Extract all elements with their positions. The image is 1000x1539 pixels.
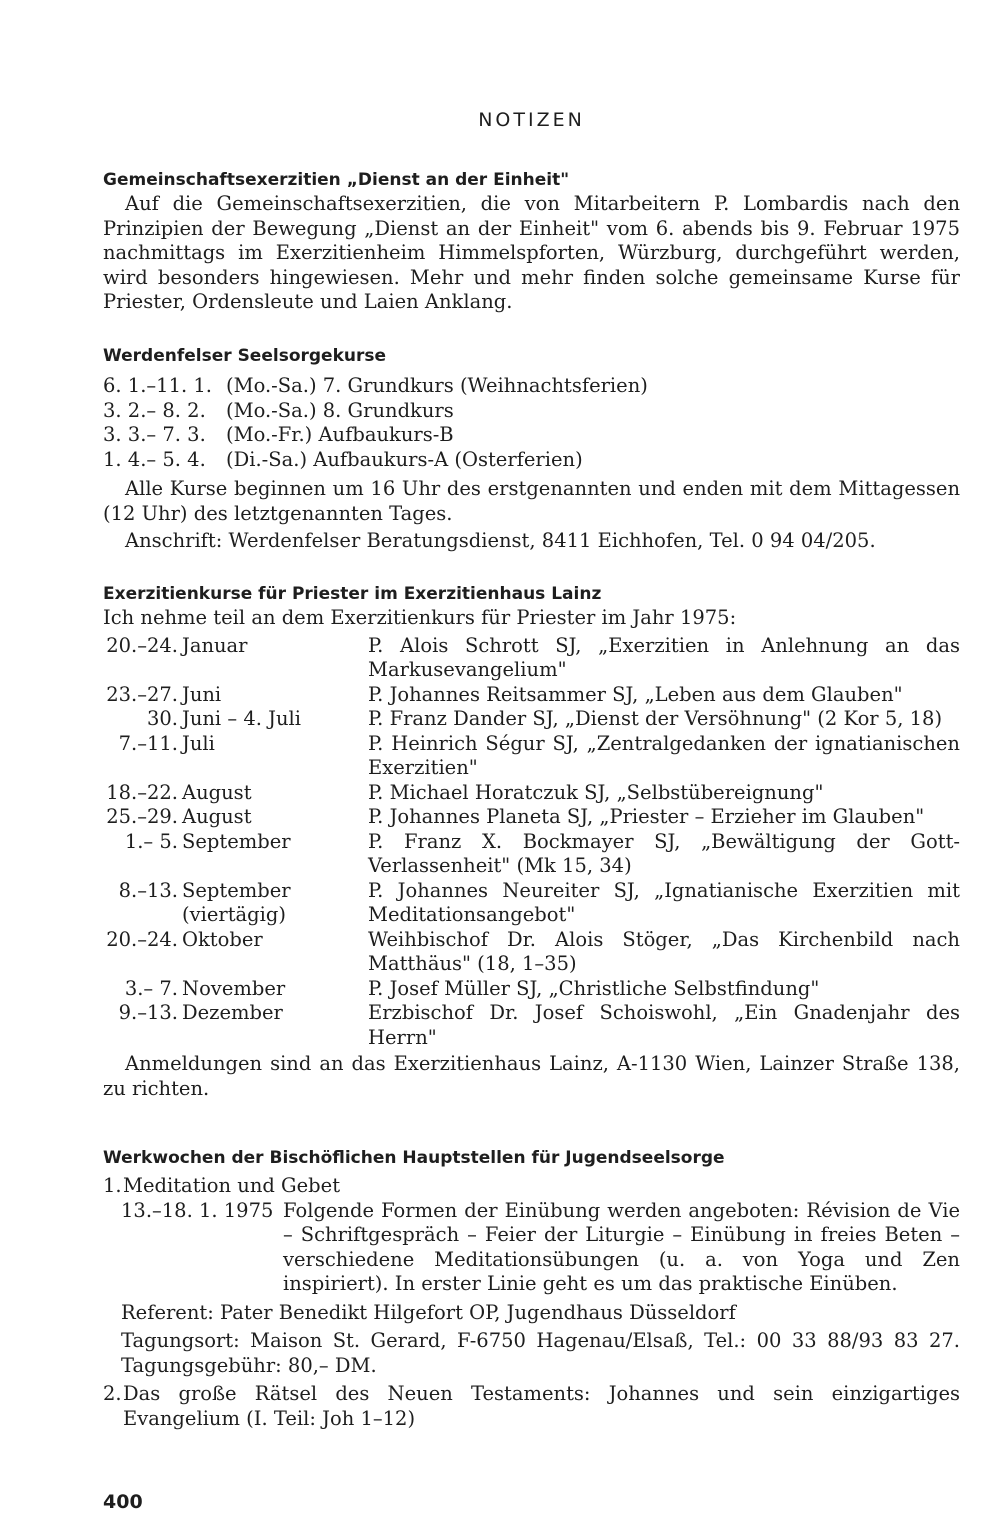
list-item: [103, 1174, 960, 1199]
course-text: (Di.-Sa.) Aufbaukurs-A (Osterferien): [226, 447, 583, 471]
list-item: [103, 928, 960, 977]
address: Anschrift: Werdenfelser Beratungsdienst, 8411 Eichhofen, Tel. 0 94 04/205.: [125, 529, 876, 552]
section-heading: Werdenfelser Seelsorgekurse: [103, 346, 387, 366]
item-title: Meditation und Gebet: [123, 1174, 341, 1197]
retreat-days: 23.–27.: [106, 682, 178, 706]
section-heading: Werkwochen der Bischöflichen Hauptstellen für Jugendseelsorge: [103, 1148, 725, 1168]
retreat-days: 18.–22.: [106, 780, 178, 804]
retreat-list: [103, 634, 960, 1051]
retreat-days: 20.–24.: [106, 633, 178, 657]
page-number: 400: [103, 1491, 143, 1513]
section-werdenfelser: [103, 344, 960, 554]
list-item: [103, 879, 960, 928]
retreat-days: 30.: [146, 707, 178, 730]
retreat-month: Oktober: [182, 927, 263, 951]
item-number: 1.: [103, 1174, 122, 1197]
list-item: [103, 1001, 960, 1050]
list-item: [103, 805, 960, 830]
retreat-text: P. Franz Dander SJ, „Dienst der Versöhnung" (2 Kor 5, 18): [368, 707, 943, 730]
list-item: [103, 423, 960, 448]
section-heading: Gemeinschaftsexerzitien „Dienst an der Einheit": [103, 170, 570, 190]
course-date: 1. 4.– 5. 4.: [103, 447, 206, 471]
list-item: [103, 683, 960, 708]
retreat-month: Juli: [182, 731, 215, 755]
paragraph: Anmeldungen sind an das Exerzitienhaus Lainz, A-1130 Wien, Lainzer Straße 138, zu richten.: [103, 1052, 960, 1100]
retreat-days: 3.– 7.: [124, 976, 178, 1000]
course-date: 6. 1.–11. 1.: [103, 374, 212, 397]
retreat-days: 20.–24.: [106, 927, 178, 951]
section-lainz: [103, 582, 960, 1101]
retreat-days: 9.–13.: [118, 1001, 178, 1024]
retreat-month: September: [182, 829, 291, 853]
retreat-month: September (viertägig): [182, 878, 291, 926]
retreat-text: P. Heinrich Ségur SJ, „Zentralgedanken der ignatianischen Exerzitien": [368, 731, 960, 779]
paragraph: Alle Kurse beginnen um 16 Uhr des erstgenannten und enden mit dem Mittagessen (12 Uhr) des letztgenannten Tages.: [103, 477, 960, 525]
event-text: Folgende Formen der Einübung werden angeboten: Révision de Vie – Schriftgespräch – Feier der Liturgie – Einübung in freies Beten – verschiedene Meditationsübungen (u. a. von Yoga und Zen inspiriert). In erster Linie geht es um das praktische Einüben.: [283, 1198, 960, 1295]
retreat-month: August: [182, 805, 252, 828]
retreat-days: 1.– 5.: [124, 829, 178, 853]
list-item: [103, 732, 960, 781]
list-item: [103, 399, 960, 424]
retreat-text: Erzbischof Dr. Josef Schoiswohl, „Ein Gnadenjahr des Herrn": [368, 1001, 960, 1049]
list-item: [103, 634, 960, 683]
retreat-month: August: [182, 780, 252, 804]
retreat-text: Weihbischof Dr. Alois Stöger, „Das Kirchenbild nach Matthäus" (18, 1–35): [368, 927, 960, 975]
event-detail: [121, 1199, 960, 1297]
retreat-text: P. Johannes Reitsammer SJ, „Leben aus dem Glauben": [368, 682, 903, 706]
list-item: [103, 830, 960, 879]
list-item: [103, 977, 960, 1002]
item-number: 2.: [103, 1382, 122, 1405]
course-date: 3. 3.– 7. 3.: [103, 423, 206, 446]
section-werkwochen: [103, 1146, 960, 1431]
course-text: (Mo.-Sa.) 7. Grundkurs (Weihnachtsferien): [226, 374, 648, 397]
retreat-text: P. Johannes Planeta SJ, „Priester – Erzieher im Glauben": [368, 805, 925, 828]
list-item: [103, 448, 960, 473]
paragraph: Auf die Gemeinschaftsexerzitien, die von Mitarbeitern P. Lombardis nach den Prinzipien der Bewegung „Dienst an der Einheit" vom 6. abends bis 9. Februar 1975 nachmittags im Exerzitienheim Himmelspforten, Würzburg, durchgeführt werden, wird besonders hingewiesen. Mehr und mehr finden solche gemeinsame Kurse für Priester, Ordensleute und Laien Anklang.: [103, 192, 960, 313]
venue: Tagungsort: Maison St. Gerard, F-6750 Hagenau/Elsaß, Tel.: 00 33 88/93 83 27. Tagungsgebühr: 80,– DM.: [121, 1329, 960, 1377]
page: [103, 0, 960, 1539]
course-date: 3. 2.– 8. 2.: [103, 398, 206, 422]
page-title: NOTIZEN: [478, 109, 585, 131]
list-item: [103, 781, 960, 806]
retreat-days: 25.–29.: [106, 805, 178, 828]
list-item: [103, 1382, 960, 1431]
course-text: (Mo.-Fr.) Aufbaukurs-B: [226, 423, 454, 446]
course-text: (Mo.-Sa.) 8. Grundkurs: [226, 398, 454, 422]
retreat-text: P. Franz X. Bockmayer SJ, „Bewältigung der Gott-Verlassenheit" (Mk 15, 34): [368, 829, 960, 877]
retreat-month: Januar: [182, 633, 248, 657]
list-item: [103, 374, 960, 399]
retreat-text: P. Michael Horatczuk SJ, „Selbstübereignung": [368, 780, 824, 804]
retreat-month: November: [182, 976, 286, 1000]
retreat-month: Juni: [182, 682, 222, 706]
retreat-days: 8.–13.: [118, 878, 178, 902]
retreat-month: Juni – 4. Juli: [182, 707, 301, 730]
list-item: [103, 707, 960, 732]
retreat-text: P. Alois Schrott SJ, „Exerzitien in Anlehnung an das Markusevangelium": [368, 633, 960, 681]
retreat-text: P. Johannes Neureiter SJ, „Ignatianische Exerzitien mit Meditationsangebot": [368, 878, 960, 926]
retreat-month: Dezember: [182, 1001, 283, 1024]
course-list: [103, 374, 960, 472]
retreat-text: P. Josef Müller SJ, „Christliche Selbstfindung": [368, 976, 820, 1000]
section-heading: Exerzitienkurse für Priester im Exerzitienhaus Lainz: [103, 584, 602, 604]
referent: Referent: Pater Benedikt Hilgefort OP, Jugendhaus Düsseldorf: [121, 1300, 736, 1324]
event-date: 13.–18. 1. 1975: [121, 1198, 274, 1222]
retreat-days: 7.–11.: [118, 731, 178, 755]
section-gemeinschaftsexerzitien: [103, 168, 960, 315]
paragraph: Ich nehme teil an dem Exerzitienkurs für Priester im Jahr 1975:: [103, 606, 737, 629]
item-title: Das große Rätsel des Neuen Testaments: Johannes und sein einzigartiges Evangelium (I. Teil: Joh 1–12): [123, 1382, 960, 1430]
